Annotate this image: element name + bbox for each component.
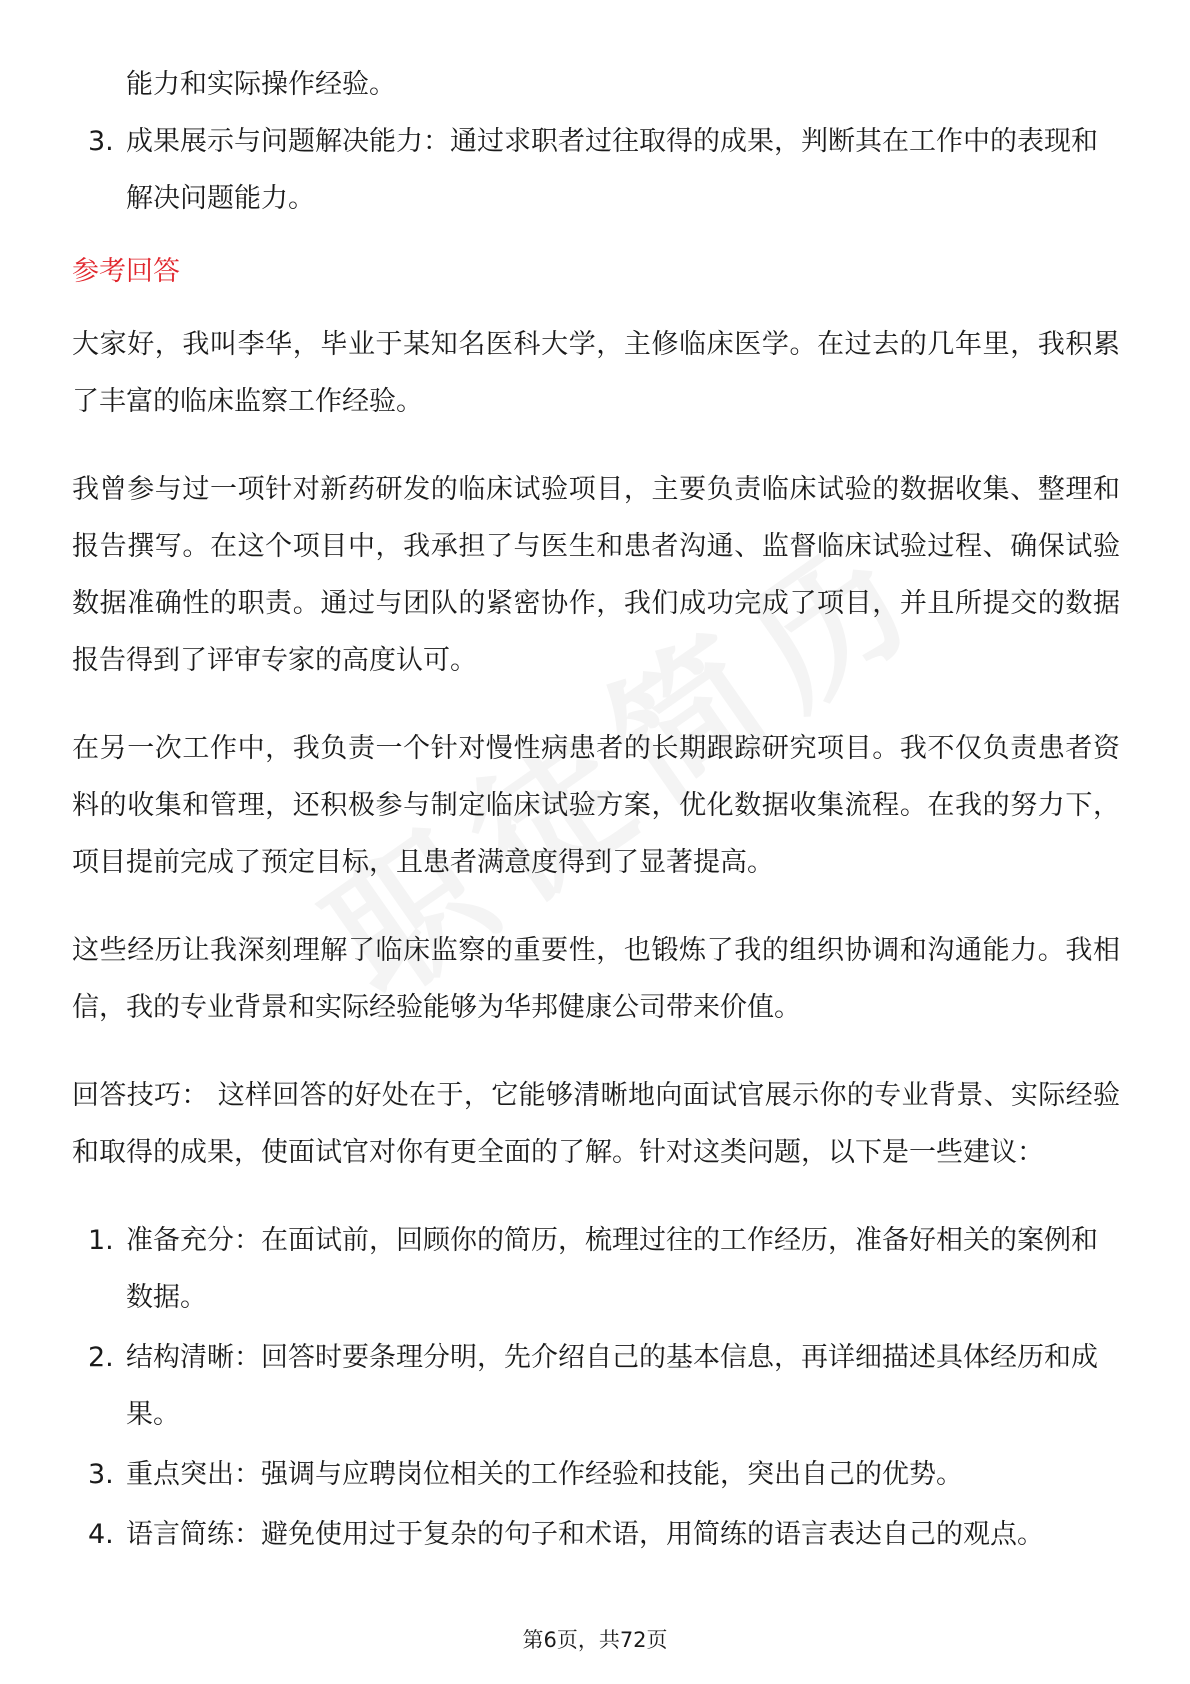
list-text: 准备充分：在面试前，回顾你的简历，梳理过往的工作经历，准备好相关的案例和数据。 bbox=[126, 1225, 1098, 1313]
paragraph: 这些经历让我深刻理解了临床监察的重要性，也锻炼了我的组织协调和沟通能力。我相信，我的专业背景和实际经验能够为华邦健康公司带来价值。 bbox=[72, 935, 1120, 1023]
list-text: 成果展示与问题解决能力：通过求职者过往取得的成果，判断其在工作中的表现和解决问题能力。 bbox=[126, 126, 1098, 214]
list-text: 重点突出：强调与应聘岗位相关的工作经验和技能，突出自己的优势。 bbox=[126, 1459, 963, 1490]
list-item bbox=[72, 1212, 1120, 1326]
list-item bbox=[72, 1506, 1120, 1563]
tips-list bbox=[72, 1212, 1120, 1563]
list-item bbox=[72, 113, 1120, 227]
paragraph: 我曾参与过一项针对新药研发的临床试验项目，主要负责临床试验的数据收集、整理和报告撰写。在这个项目中，我承担了与医生和患者沟通、监督临床试验过程、确保试验数据准确性的职责。通过与团队的紧密协作，我们成功完成了项目，并且所提交的数据报告得到了评审专家的高度认可。 bbox=[72, 474, 1120, 676]
paragraph: 大家好，我叫李华，毕业于某知名医科大学，主修临床医学。在过去的几年里，我积累了丰富的临床监察工作经验。 bbox=[72, 329, 1120, 417]
list-text: 结构清晰：回答时要条理分明，先介绍自己的基本信息，再详细描述具体经历和成果。 bbox=[126, 1342, 1098, 1430]
paragraph: 在另一次工作中，我负责一个针对慢性病患者的长期跟踪研究项目。我不仅负责患者资料的收集和管理，还积极参与制定临床试验方案，优化数据收集流程。在我的努力下，项目提前完成了预定目标，且患者满意度得到了显著提高。 bbox=[72, 733, 1120, 878]
list-number: 1. bbox=[88, 1225, 114, 1256]
list-continuation: 能力和实际操作经验。 bbox=[126, 69, 396, 100]
list-text: 语言简练：避免使用过于复杂的句子和术语，用简练的语言表达自己的观点。 bbox=[126, 1519, 1044, 1550]
list-number: 4. bbox=[88, 1519, 114, 1550]
list-number: 3. bbox=[88, 126, 114, 157]
page-content bbox=[72, 56, 1120, 1566]
list-number: 2. bbox=[88, 1342, 114, 1373]
reference-answer-heading: 参考回答 bbox=[72, 256, 180, 287]
list-item bbox=[72, 1446, 1120, 1503]
list-number: 3. bbox=[88, 1459, 114, 1490]
answer-tips-paragraph: 回答技巧： 这样回答的好处在于，它能够清晰地向面试官展示你的专业背景、实际经验和取得的成果，使面试官对你有更全面的了解。针对这类问题，以下是一些建议： bbox=[72, 1080, 1120, 1168]
page-footer: 第6页，共72页 bbox=[522, 1628, 668, 1652]
list-item bbox=[72, 1329, 1120, 1443]
